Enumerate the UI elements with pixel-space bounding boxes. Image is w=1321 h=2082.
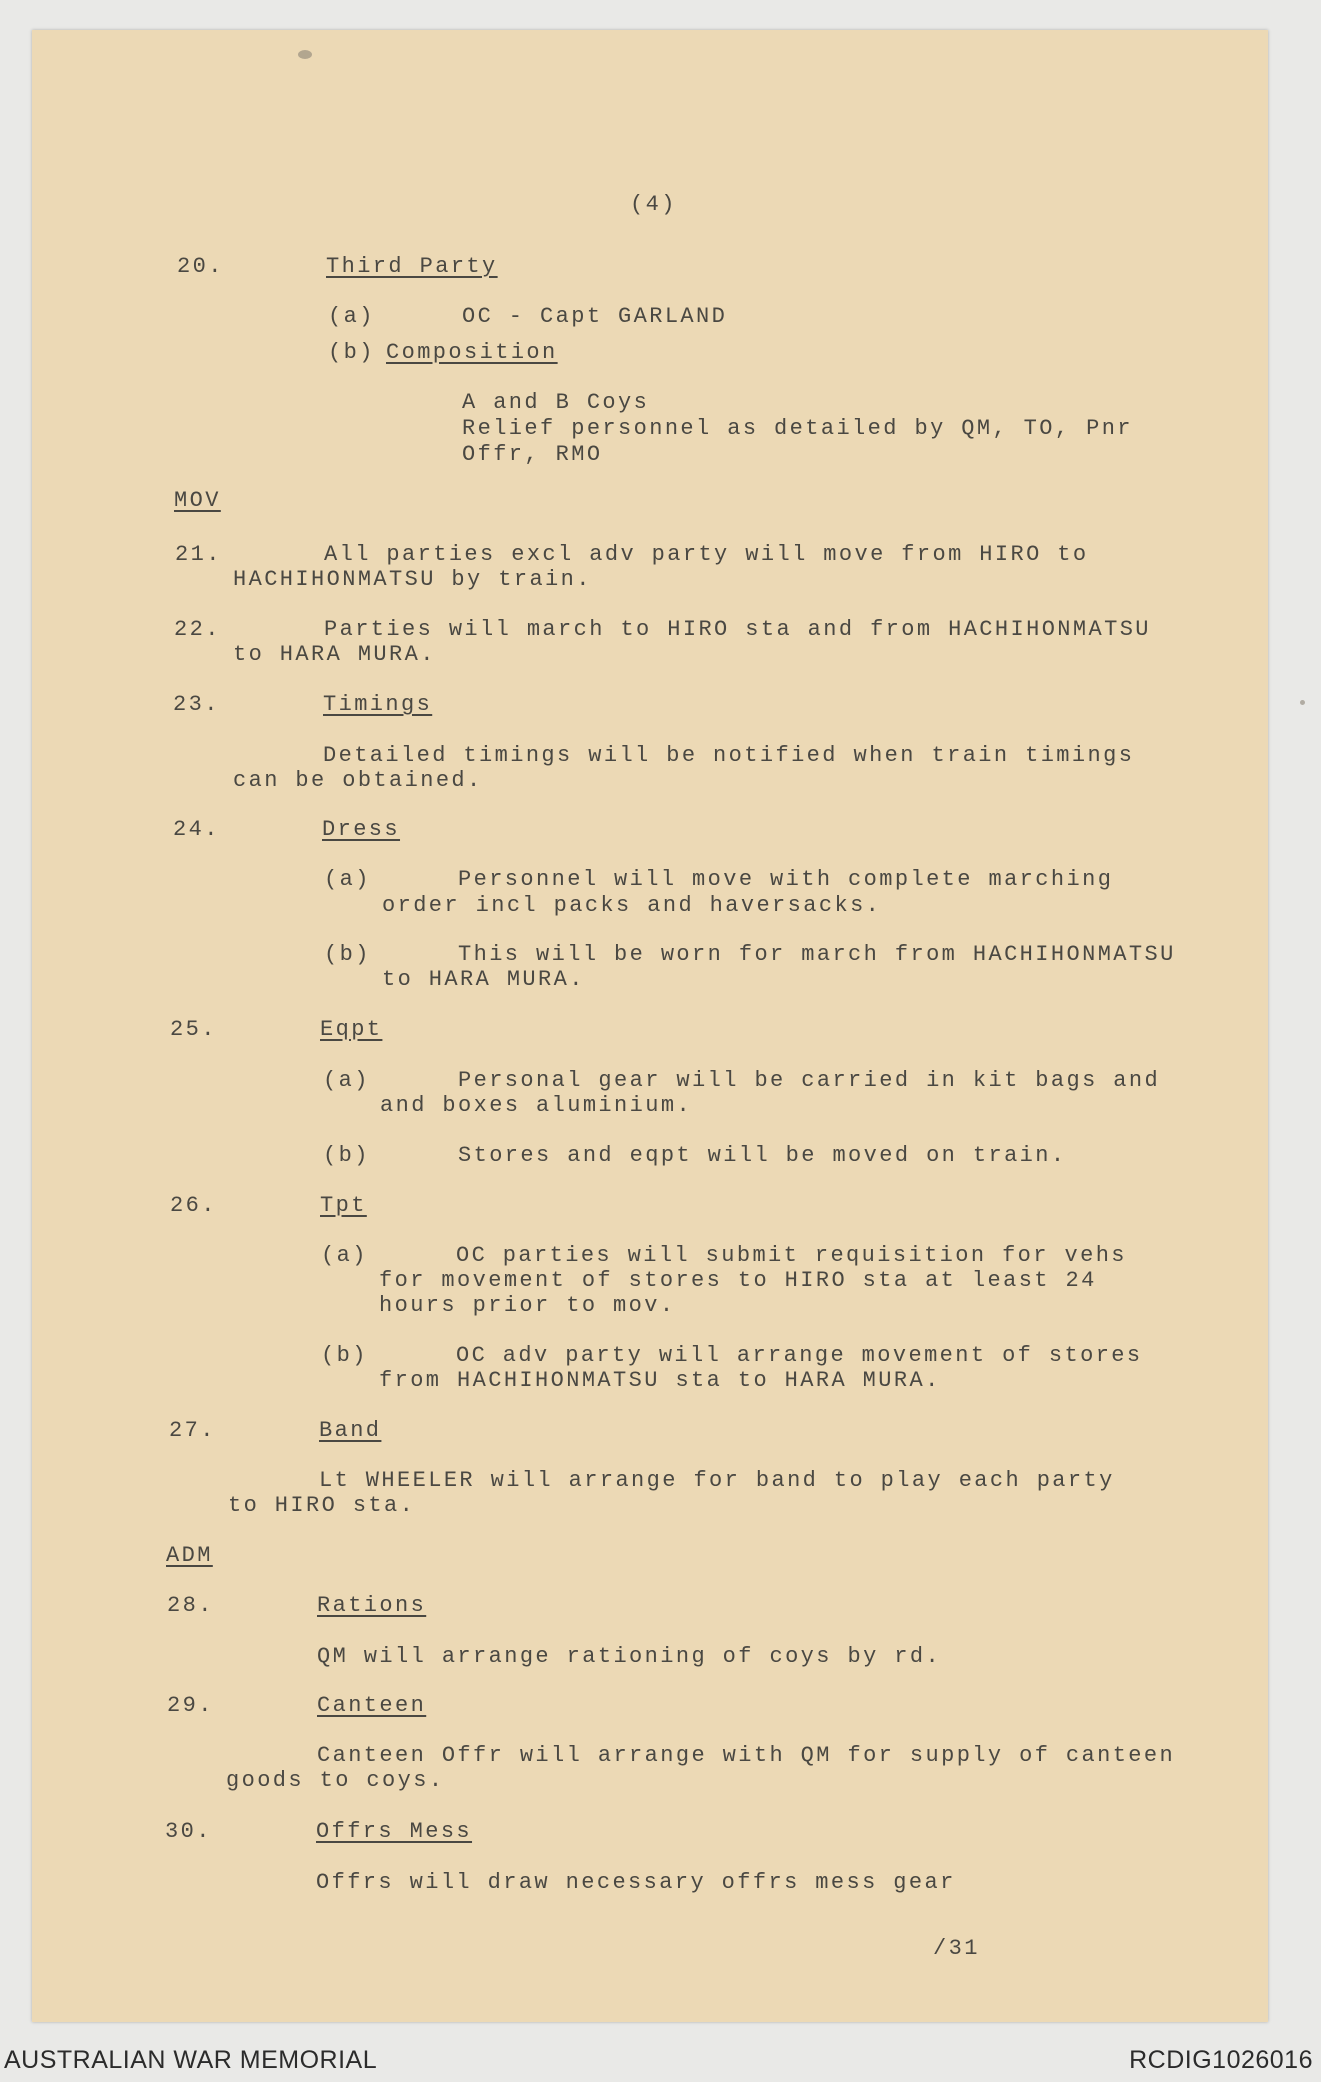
para-21-number: 21. — [175, 542, 222, 567]
para-22-line: to HARA MURA. — [233, 642, 436, 667]
para-26-number: 26. — [170, 1193, 217, 1218]
footer-right: RCDIG1026016 — [1129, 2046, 1313, 2074]
para-28-number: 28. — [167, 1593, 214, 1618]
para-27-line: to HIRO sta. — [228, 1493, 416, 1518]
para-20-b-heading: Composition — [386, 340, 558, 365]
para-30-heading: Offrs Mess — [316, 1819, 473, 1844]
para-30-line: Offrs will draw necessary offrs mess gear — [316, 1870, 956, 1895]
para-23-heading: Timings — [323, 692, 433, 717]
para-25-a-label: (a) — [323, 1068, 370, 1093]
para-30-number: 30. — [165, 1819, 212, 1844]
para-23-line: can be obtained. — [233, 768, 483, 793]
para-25-number: 25. — [170, 1017, 217, 1042]
para-20-line: Offr, RMO — [462, 442, 603, 467]
para-21-line: HACHIHONMATSU by train. — [233, 567, 592, 592]
para-28-line: QM will arrange rationing of coys by rd. — [317, 1644, 942, 1669]
para-23-line: Detailed timings will be notified when train timings — [323, 743, 1135, 768]
continuation-marker: /31 — [933, 1936, 980, 1961]
para-28-heading: Rations — [317, 1593, 427, 1618]
para-26-a-line: OC parties will submit requisition for vehs — [456, 1243, 1127, 1268]
para-23-number: 23. — [173, 692, 220, 717]
para-20-number: 20. — [177, 254, 224, 279]
para-24-number: 24. — [173, 817, 220, 842]
section-mov: MOV — [174, 488, 221, 513]
para-27-heading: Band — [319, 1418, 382, 1443]
para-29-number: 29. — [167, 1693, 214, 1718]
para-27-number: 27. — [169, 1418, 216, 1443]
para-26-a-label: (a) — [321, 1243, 368, 1268]
para-25-heading: Eqpt — [320, 1017, 383, 1042]
para-24-b-line: to HARA MURA. — [382, 967, 585, 992]
para-25-a-line: and boxes aluminium. — [380, 1093, 693, 1118]
para-29-heading: Canteen — [317, 1693, 427, 1718]
para-26-b-line: OC adv party will arrange movement of stores — [456, 1343, 1143, 1368]
para-24-a-label: (a) — [324, 867, 371, 892]
para-29-line: goods to coys. — [226, 1768, 445, 1793]
para-27-line: Lt WHEELER will arrange for band to play each party — [319, 1468, 1115, 1493]
para-20-line: Relief personnel as detailed by QM, TO, Pnr — [462, 416, 1133, 441]
para-20-b-label: (b) — [328, 340, 375, 365]
para-26-b-label: (b) — [321, 1343, 368, 1368]
para-24-heading: Dress — [322, 817, 401, 842]
para-20-heading: Third Party — [326, 254, 498, 279]
para-24-b-line: This will be worn for march from HACHIHONMATSU — [458, 942, 1176, 967]
footer-left: AUSTRALIAN WAR MEMORIAL — [4, 2046, 378, 2074]
para-24-a-line: Personnel will move with complete marching — [458, 867, 1114, 892]
para-26-a-line: hours prior to mov. — [379, 1293, 676, 1318]
para-20-a-label: (a) — [328, 304, 375, 329]
para-20-line: A and B Coys — [462, 390, 650, 415]
para-26-heading: Tpt — [320, 1193, 367, 1218]
para-25-a-line: Personal gear will be carried in kit bags and — [458, 1068, 1161, 1093]
section-adm: ADM — [166, 1543, 213, 1568]
para-26-b-line: from HACHIHONMATSU sta to HARA MURA. — [379, 1368, 941, 1393]
para-25-b-line: Stores and eqpt will be moved on train. — [458, 1143, 1067, 1168]
para-29-line: Canteen Offr will arrange with QM for supply of canteen — [317, 1743, 1176, 1768]
para-24-a-line: order incl packs and haversacks. — [382, 893, 882, 918]
para-22-line: Parties will march to HIRO sta and from HACHIHONMATSU — [324, 617, 1151, 642]
para-21-line: All parties excl adv party will move from HIRO to — [324, 542, 1089, 567]
para-20-a-text: OC - Capt GARLAND — [462, 304, 728, 329]
para-24-b-label: (b) — [324, 942, 371, 967]
para-26-a-line: for movement of stores to HIRO sta at least 24 — [379, 1268, 1097, 1293]
ink-speck — [1300, 700, 1305, 705]
ink-speck — [298, 50, 312, 59]
para-25-b-label: (b) — [323, 1143, 370, 1168]
page-number: (4) — [630, 192, 677, 217]
para-22-number: 22. — [174, 617, 221, 642]
